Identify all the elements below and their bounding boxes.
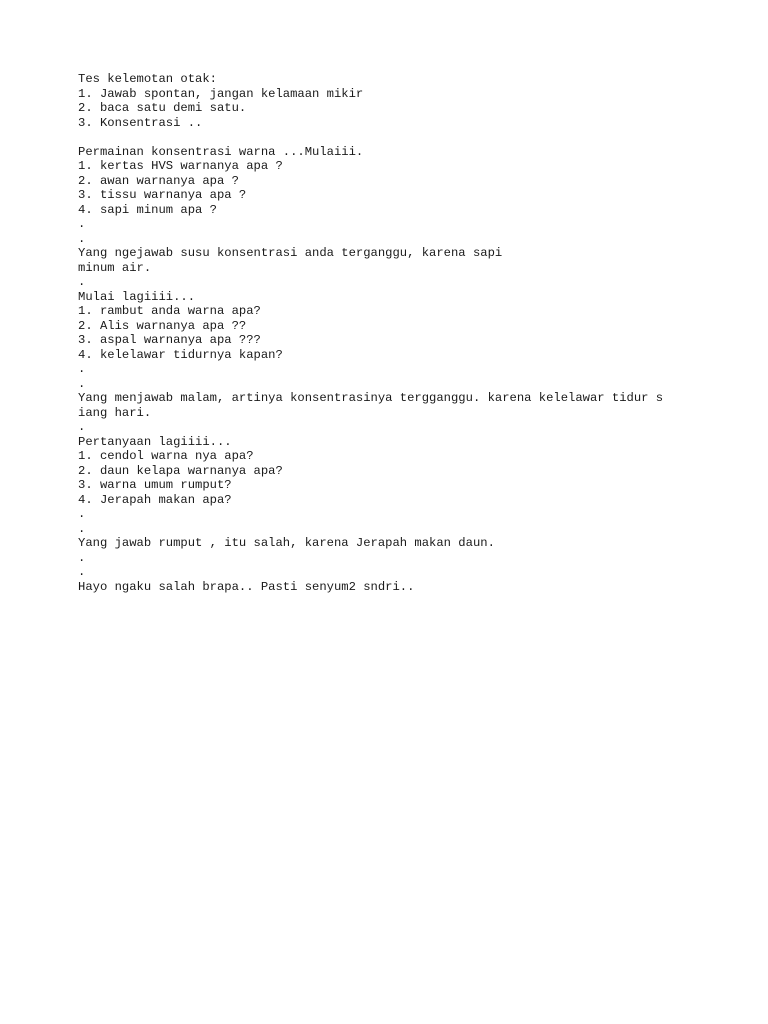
text-line: 1. cendol warna nya apa?	[78, 449, 254, 463]
text-line: 4. sapi minum apa ?	[78, 202, 217, 217]
text-line: Permainan konsentrasi warna ...Mulaiii.	[78, 144, 364, 159]
text-line: 2. awan warnanya apa ?	[78, 173, 239, 188]
text-line: .	[78, 362, 86, 376]
text-line: Pertanyaan lagiiii...	[78, 434, 232, 449]
text-line: .	[78, 565, 86, 579]
text-line: 4. kelelawar tidurnya kapan?	[78, 347, 283, 362]
text-line: 2. daun kelapa warnanya apa?	[78, 463, 283, 478]
text-line: Yang jawab rumput , itu salah, karena Jerapah makan daun.	[78, 536, 495, 550]
text-line: 3. warna umum rumput?	[78, 478, 232, 492]
text-line: .	[78, 420, 86, 434]
text-line: .	[78, 507, 86, 521]
text-line: 1. rambut anda warna apa?	[78, 304, 261, 318]
text-line: .	[78, 231, 86, 246]
text-line: 3. Konsentrasi ..	[78, 115, 203, 130]
text-line: Yang ngejawab susu konsentrasi anda terganggu, karena sapi	[78, 246, 503, 260]
text-line: .	[78, 376, 86, 391]
text-line: 2. Alis warnanya apa ??	[78, 318, 247, 333]
text-line: .	[78, 217, 86, 231]
text-line: iang hari.	[78, 405, 152, 420]
text-line: .	[78, 275, 86, 289]
text-line: .	[78, 521, 86, 536]
text-line: 1. kertas HVS warnanya apa ?	[78, 159, 283, 173]
text-line: 4. Jerapah makan apa?	[78, 492, 232, 507]
text-line: Tes kelemotan otak:	[78, 72, 217, 86]
document-text	[78, 72, 718, 594]
text-line: Hayo ngaku salah brapa.. Pasti senyum2 sndri..	[78, 579, 415, 594]
text-line: Yang menjawab malam, artinya konsentrasinya tergganggu. karena kelelawar tidur s	[78, 391, 664, 405]
text-line: Mulai lagiiii...	[78, 289, 196, 304]
text-line: 1. Jawab spontan, jangan kelamaan mikir	[78, 86, 364, 101]
text-line: 3. tissu warnanya apa ?	[78, 188, 247, 202]
text-line: .	[78, 550, 86, 565]
text-line: 3. aspal warnanya apa ???	[78, 333, 261, 347]
text-line: minum air.	[78, 260, 152, 275]
blank-line	[78, 130, 718, 145]
text-line: 2. baca satu demi satu.	[78, 101, 247, 115]
